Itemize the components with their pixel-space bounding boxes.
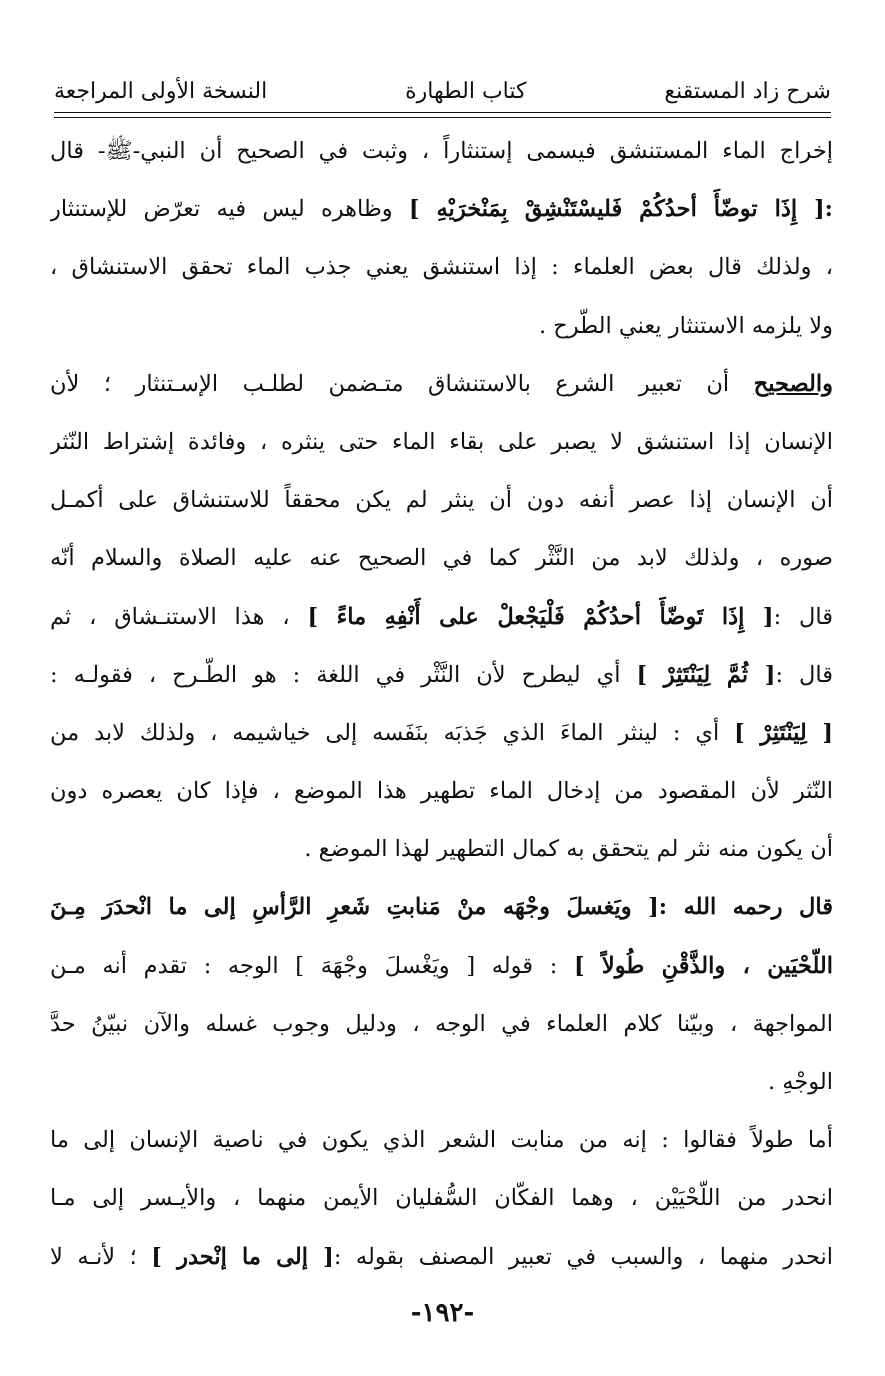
text-segment: انحدر منهما ، والسبب في تعبير المصنف بقوله : (333, 1243, 833, 1270)
text-segment: ، ولذلك قال بعض العلماء : إذا استنشق يعني جذب الماء تحقق الاستنشاق ، (50, 254, 833, 281)
text-segment: انحدر من اللّحْيَيْن ، وهما الفكّان السُّفليان الأيمن منهما ، والأيـسر إلى مـا (50, 1185, 833, 1212)
quoted-text: قال رحمه الله :[ ويَغسلَ وجْهَه منْ مَنابتِ شَعرِ الرَّأسِ إلى ما انْحدَرَ مِـنَ (50, 894, 833, 921)
text-line (50, 355, 833, 413)
text-line (50, 529, 833, 587)
page-number: -١٩٢- (410, 1298, 475, 1328)
section-heading-word: والصحيح (753, 370, 833, 397)
text-line (50, 878, 833, 936)
text-segment: ولا يلزمه الاستنثار يعني الطّرح . (538, 312, 833, 339)
quoted-text: [ ثُمَّ لِيَنْتَثِرْ ] (636, 661, 776, 688)
text-segment: ، هذا الاستنـشاق ، ثم (50, 603, 308, 630)
header-rule (54, 112, 831, 113)
header-rule-secondary (54, 117, 831, 118)
quoted-text: [ لِيَنْتَثِرْ ] (734, 719, 833, 746)
page-header (54, 58, 831, 112)
text-line (50, 646, 833, 704)
text-segment: النّثر لأن المقصود من إدخال الماء تطهير هذا الموضع ، فإذا كان يعصره دون (50, 778, 833, 805)
text-line (50, 1228, 833, 1286)
text-segment: أما طولاً فقالوا : إنه من منابت الشعر الذي يكون في ناصية الإنسان إلى ما (50, 1127, 833, 1154)
quoted-text: اللّحْيَين ، والذَّقْنِ طُولاً ] (573, 952, 833, 979)
text-line (50, 122, 833, 180)
header-book-title: شرح زاد المستقنع (664, 79, 831, 104)
text-line (50, 588, 833, 646)
text-segment: الإنسان إذا استنشق لا يصبر على بقاء الماء حتى ينثره ، وفائدة إشتراط النّثر (50, 428, 833, 455)
header-chapter-title: كتاب الطهارة (405, 79, 527, 104)
text-line (50, 704, 833, 762)
text-segment: الوجْهِ . (767, 1069, 833, 1095)
text-segment: أي ليطرح لأن النَّثْر في اللغة : هو الطّـرح ، فقولـه : (50, 661, 637, 688)
text-line (50, 297, 833, 355)
text-segment: أن تعبير الشرع بالاستنشاق متـضمن لطلـب الإسـتنثار ؛ لأن (50, 370, 754, 397)
text-line (50, 1053, 833, 1111)
text-segment: إخراج الماء المستنشق فيسمى إستنثاراً ، وثبت في الصحيح أن النبي-ﷺ- قال (50, 138, 833, 164)
quoted-text: [ إلى ما إنْحدر ] (151, 1243, 334, 1270)
text-segment: أن يكون منه نثر لم يتحقق به كمال التطهير لهذا الموضع . (304, 836, 833, 863)
text-line (50, 820, 833, 878)
text-segment: صوره ، ولذلك لابد من النَّثْر كما في الصحيح عنه عليه الصلاة والسلام أنّه (50, 545, 833, 572)
text-line (50, 238, 833, 296)
text-line (50, 762, 833, 820)
text-line (50, 995, 833, 1053)
text-segment: قال : (773, 603, 833, 630)
text-segment: قال : (775, 661, 833, 688)
quoted-text: [ إِذَا تَوضّأَ أحدُكُمْ فَلْيَجْعلْ على أَنْفِهِ ماءً ] (307, 603, 774, 630)
text-line (50, 471, 833, 529)
text-line (50, 180, 833, 238)
text-segment: أن الإنسان إذا عصر أنفه دون أن ينثر لم يكن محققاً للاستنشاق على أكمـل (50, 487, 833, 514)
text-segment: : قوله [ ويَغْسلَ وجْهَهَ ] الوجه : تقدم أنه مـن (50, 952, 574, 979)
page-body (50, 122, 833, 1286)
quoted-text: :[ إِذَا توضّأَ أحدُكُمْ فَليسْتَنْشِقْ بِمَنْخرَيْهِ ] (408, 196, 833, 223)
text-segment: ؛ لأنـه لا (50, 1243, 152, 1270)
text-segment: أي : لينثر الماءَ الذي جَذبَه بنَفَسه إلى خياشيمه ، ولذلك لابد من (50, 719, 735, 746)
text-segment: وظاهره ليس فيه تعرّض للإستنثار (50, 196, 409, 223)
text-line (50, 937, 833, 995)
header-edition-note: النسخة الأولى المراجعة (54, 79, 268, 104)
text-line (50, 1111, 833, 1169)
text-segment: المواجهة ، وبيّنا كلام العلماء في الوجه ، ودليل وجوب غسله والآن نبيّنُ حدَّ (50, 1010, 833, 1037)
text-line (50, 413, 833, 471)
text-line (50, 1169, 833, 1227)
